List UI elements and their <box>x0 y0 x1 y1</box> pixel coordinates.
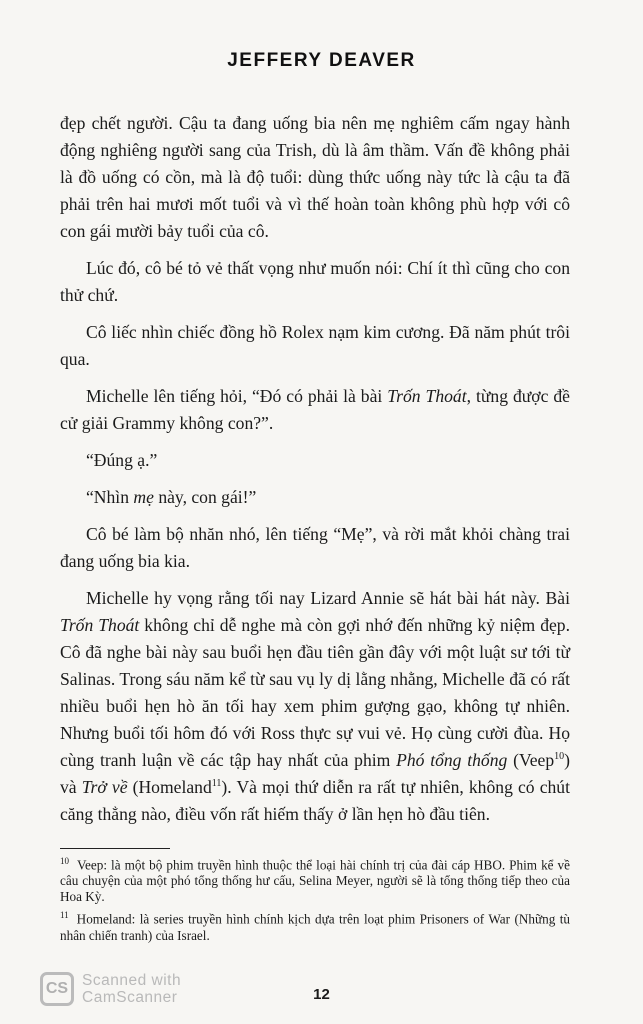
paragraph: đẹp chết người. Cậu ta đang uống bia nên mẹ nghiêm cấm ngay hành động nghiêng người sang của Trish, dù là âm thầm. Vấn đề không phải là đồ uống có cồn, mà là độ tuổi: dùng thức uống này tức là cậu ta đã phải trên hai mươi mốt tuổi và vì thế hoàn toàn không phù hợp với cô con gái mười bảy tuổi của cô. <box>60 113 570 241</box>
text-run: Michelle lên tiếng hỏi, “Đó có phải là bài <box>86 386 388 406</box>
footnote-number: 11 <box>60 910 69 921</box>
footnotes <box>60 853 570 946</box>
text-run: ). Và mọi thứ diễn ra rất tự nhiên, không có chút căng thẳng nào, điều vốn rất hiếm thấy ở lần hẹn hò đầu tiên. <box>60 777 570 824</box>
paragraph <box>60 383 570 437</box>
song-title: Trốn Thoát <box>60 615 140 635</box>
footnote-number: 10 <box>60 856 69 866</box>
show-title: Trở về <box>81 777 128 797</box>
footnote <box>60 907 570 943</box>
running-header: JEFFERY DEAVER <box>227 50 416 71</box>
watermark-line: CamScanner <box>82 989 178 1006</box>
footnote-text: Homeland: là series truyền hình chính kịch dựa trên loạt phim Prisoners of War (Những tù nhân chiến tranh) của Israel. <box>60 911 570 943</box>
paragraph: “Đúng ạ.” <box>86 450 158 470</box>
paragraph <box>60 484 570 511</box>
footnote-divider <box>60 848 170 849</box>
footnote-ref[interactable]: 10 <box>554 751 565 763</box>
song-title: Trốn Thoát <box>387 386 467 406</box>
page-body <box>60 110 570 838</box>
paragraph: Cô liếc nhìn chiếc đồng hồ Rolex nạm kim cương. Đã năm phút trôi qua. <box>60 322 570 369</box>
text-run: Michelle hy vọng rằng tối nay Lizard Annie sẽ hát bài hát này. Bài <box>86 588 570 608</box>
footnote <box>60 853 570 905</box>
footnote-text: Veep: là một bộ phim truyền hình thuộc thể loại hài chính trị của đài cáp HBO. Phim kể về câu chuyện của một phó tổng thống hư cấu, Selina Meyer, người sẽ là tổng thống tiếp theo của Hoa Kỳ. <box>60 857 570 905</box>
show-title: Phó tổng thống <box>396 750 508 770</box>
text-run: “Nhìn <box>86 487 134 507</box>
text-run: này, con gái!” <box>153 487 257 507</box>
text-run: ) và <box>60 750 570 797</box>
text-run: , từng được đề cử giải Grammy không con?”. <box>60 386 570 433</box>
camscanner-logo-icon: CS <box>40 972 74 1006</box>
footnote-ref[interactable]: 11 <box>211 778 222 790</box>
paragraph: Cô bé làm bộ nhăn nhó, lên tiếng “Mẹ”, và rời mắt khỏi chàng trai đang uống bia kia. <box>60 524 570 571</box>
text-run: (Veep <box>507 750 555 770</box>
text-run: (Homeland <box>127 777 212 797</box>
watermark-line: Scanned with <box>82 972 182 989</box>
text-run: không chỉ dễ nghe mà còn gợi nhớ đến những kỷ niệm đẹp. Cô đã nghe bài này sau buổi hẹn đầu tiên gần đây với một luật sư tới từ Salinas. Trong sáu năm kể từ sau vụ ly dị lằng nhằng, Michelle đã có rất nhiều buổi hẹn hò ăn tối hay xem phim gượng gạo, không tự nhiên. Nhưng buổi tối hôm đó với Ross thực sự vui vẻ. Họ cùng cười đùa. Họ cùng tranh luận về các tập hay nhất của phim <box>60 615 570 770</box>
paragraph: Lúc đó, cô bé tỏ vẻ thất vọng như muốn nói: Chí ít thì cũng cho con thử chứ. <box>60 258 570 305</box>
emphasis: mẹ <box>133 487 154 507</box>
paragraph <box>60 585 570 828</box>
page-number: 12 <box>313 986 330 1003</box>
